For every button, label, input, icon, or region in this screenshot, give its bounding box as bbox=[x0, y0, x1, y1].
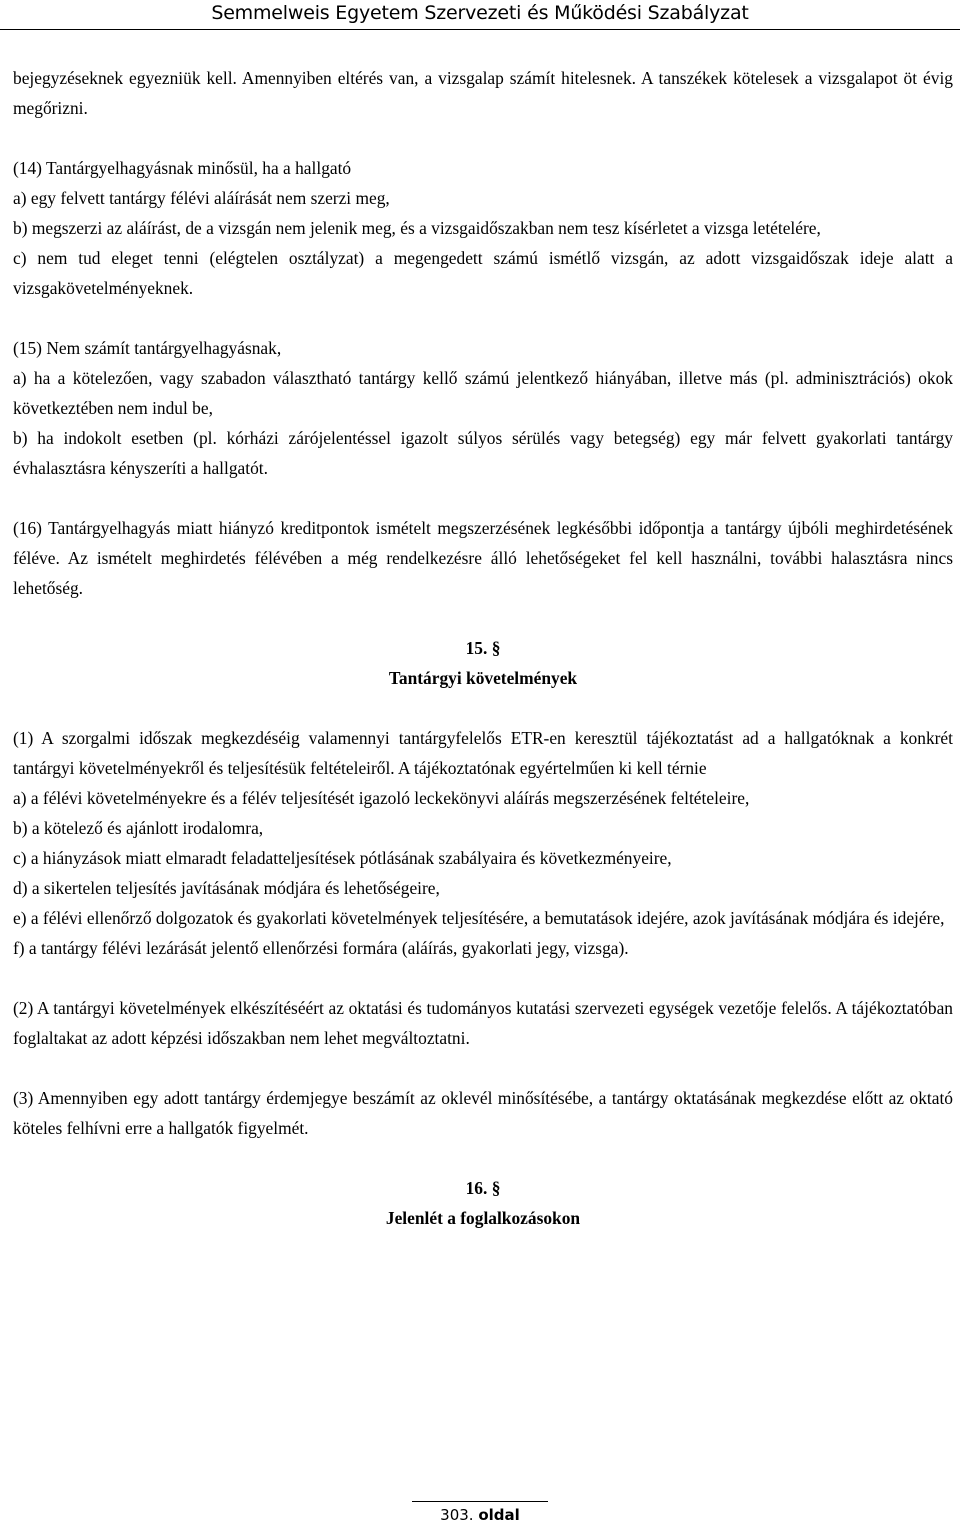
s15-item: b) a kötelező és ajánlott irodalomra, bbox=[13, 818, 264, 838]
s15-item: d) a sikertelen teljesítés javításának módjára és lehetőségeire, bbox=[13, 878, 440, 898]
s15-item: f) a tantárgy félévi lezárását jelentő ellenőrzési formára (aláírás, gyakorlati jegy, vizsga). bbox=[13, 938, 629, 958]
s15-paragraph-1: (1) A szorgalmi időszak megkezdéséig valamennyi tantárgyfelelős ETR-en keresztül tájékoztatást ad a hallgatóknak a konkrét tantárgyi követelményekről és teljesítésük feltételeiről. A tájékoztatónak egyértelműen ki kell térnie bbox=[13, 728, 953, 778]
s15-item: c) a hiányzások miatt elmaradt feladatteljesítések pótlásának szabályaira és következményeire, bbox=[13, 848, 672, 868]
footer-divider bbox=[412, 1501, 548, 1502]
s15-item: a) a félévi követelményekre és a félév teljesítését igazoló leckekönyvi aláírás megszerzésének feltételeire, bbox=[13, 788, 750, 808]
section-15-title: Tantárgyi követelmények bbox=[388, 668, 578, 688]
p14-item-a: a) egy felvett tantárgy félévi aláírását nem szerzi meg, bbox=[13, 188, 390, 208]
s15-item: e) a félévi ellenőrző dolgozatok és gyakorlati követelmények teljesítésére, a bemutatások idejére, azok javításának módjára és idejére, bbox=[13, 908, 945, 928]
p15-item-b: b) ha indokolt esetben (pl. kórházi zárójelentéssel igazolt súlyos sérülés vagy betegség) egy már felvett gyakorlati tantárgy évhalasztásra kényszeríti a hallgatót. bbox=[13, 428, 953, 478]
page-footer bbox=[0, 1505, 960, 1525]
p14-lead: (14) Tantárgyelhagyásnak minősül, ha a hallgató bbox=[13, 158, 352, 178]
p15-lead: (15) Nem számít tantárgyelhagyásnak, bbox=[13, 338, 282, 358]
intro-paragraph: bejegyzéseknek egyezniük kell. Amennyiben eltérés van, a vizsgalap számít hitelesnek. A tanszékek kötelesek a vizsgalapot öt évig megőrizni. bbox=[13, 68, 953, 118]
header-divider bbox=[0, 29, 960, 30]
p15-item-a: a) ha a kötelezően, vagy szabadon választható tantárgy kellő számú jelentkező hiányában, illetve más (pl. adminisztrációs) okok következtében nem indul be, bbox=[13, 368, 953, 418]
p14-item-c: c) nem tud eleget tenni (elégtelen osztályzat) a megengedett számú ismétlő vizsgán, az adott vizsgaidőszak ideje alatt a vizsgakövetelményeknek. bbox=[13, 248, 953, 298]
running-header: Semmelweis Egyetem Szervezeti és Működési Szabályzat bbox=[211, 2, 749, 24]
p14-item-b: b) megszerzi az aláírást, de a vizsgán nem jelenik meg, és a vizsgaidőszakban nem tesz kísérletet a vizsga letételére, bbox=[13, 218, 821, 238]
section-16-title: Jelenlét a foglalkozásokon bbox=[385, 1208, 581, 1228]
document-body bbox=[13, 63, 953, 1233]
p16-paragraph: (16) Tantárgyelhagyás miatt hiányzó kreditpontok ismételt megszerzésének legkésőbbi időpontja a tantárgy újbóli meghirdetésének féléve. Az ismételt meghirdetés félévében a még rendelkezésre álló lehetőségeket fel kell használni, további halasztásra nincs lehetőség. bbox=[13, 518, 953, 598]
page-number: 303. bbox=[440, 1506, 474, 1524]
page-word: oldal bbox=[478, 1506, 520, 1524]
s15-paragraph-3: (3) Amennyiben egy adott tantárgy érdemjegye beszámít az oklevél minősítésébe, a tantárgy oktatásának megkezdése előtt az oktató köteles felhívni erre a hallgatók figyelmét. bbox=[13, 1088, 953, 1138]
section-16-number: 16. § bbox=[465, 1178, 501, 1198]
s15-paragraph-2: (2) A tantárgyi követelmények elkészítéséért az oktatási és tudományos kutatási szervezeti egységek vezetője felelős. A tájékoztatóban foglaltakat az adott képzési időszakban nem lehet megváltoztatni. bbox=[13, 998, 953, 1048]
section-15-number: 15. § bbox=[465, 638, 501, 658]
